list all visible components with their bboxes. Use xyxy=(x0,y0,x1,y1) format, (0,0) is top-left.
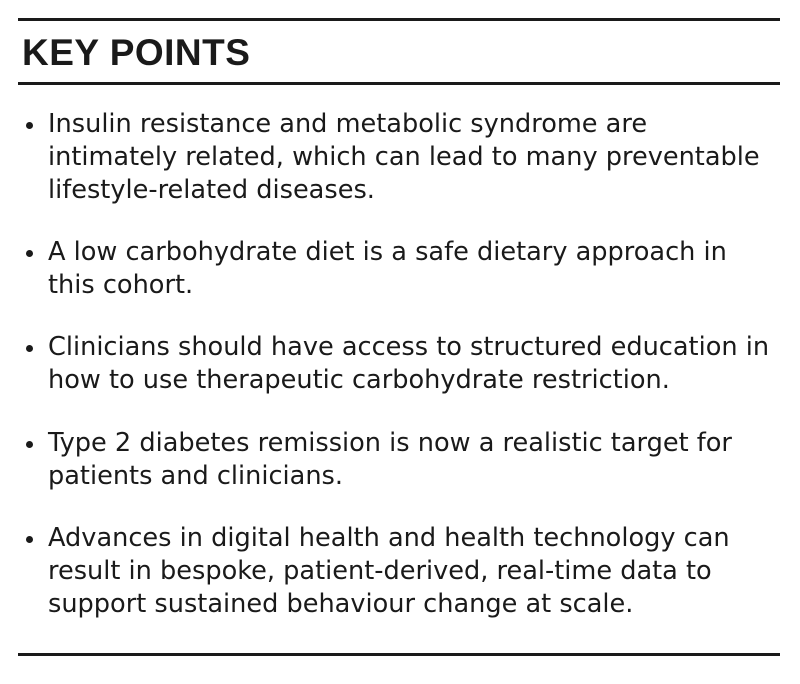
top-rule xyxy=(18,18,780,21)
key-point-text xyxy=(48,236,788,302)
key-point-line: lifestyle-related diseases. xyxy=(48,175,375,205)
key-point-text xyxy=(48,427,788,493)
key-point-item xyxy=(22,236,782,302)
key-point-text xyxy=(48,331,788,397)
key-point-text xyxy=(48,522,788,621)
key-point-line: intimately related, which can lead to many preventable xyxy=(48,142,760,172)
key-point-line: Clinicians should have access to structured education in xyxy=(48,332,770,362)
title-divider-rule xyxy=(18,82,780,85)
bullet-icon xyxy=(26,122,33,129)
key-point-line: this cohort. xyxy=(48,270,194,300)
key-point-item xyxy=(22,522,782,621)
key-points-title: KEY POINTS xyxy=(22,32,251,73)
key-point-text xyxy=(48,108,788,207)
bottom-rule xyxy=(18,653,780,656)
key-point-line: how to use therapeutic carbohydrate restriction. xyxy=(48,365,670,395)
key-point-item xyxy=(22,108,782,207)
key-point-line: A low carbohydrate diet is a safe dietary approach in xyxy=(48,237,727,267)
bullet-icon xyxy=(26,345,33,352)
bullet-icon xyxy=(26,250,33,257)
key-point-line: support sustained behaviour change at scale. xyxy=(48,589,634,619)
key-point-line: Type 2 diabetes remission is now a realistic target for xyxy=(48,428,732,458)
key-point-line: Insulin resistance and metabolic syndrome are xyxy=(48,109,648,139)
bullet-icon xyxy=(26,441,33,448)
key-point-line: Advances in digital health and health technology can xyxy=(48,523,730,553)
key-point-item xyxy=(22,427,782,493)
key-point-line: patients and clinicians. xyxy=(48,461,344,491)
key-point-line: result in bespoke, patient-derived, real-time data to xyxy=(48,556,712,586)
bullet-icon xyxy=(26,536,33,543)
key-point-item xyxy=(22,331,782,397)
